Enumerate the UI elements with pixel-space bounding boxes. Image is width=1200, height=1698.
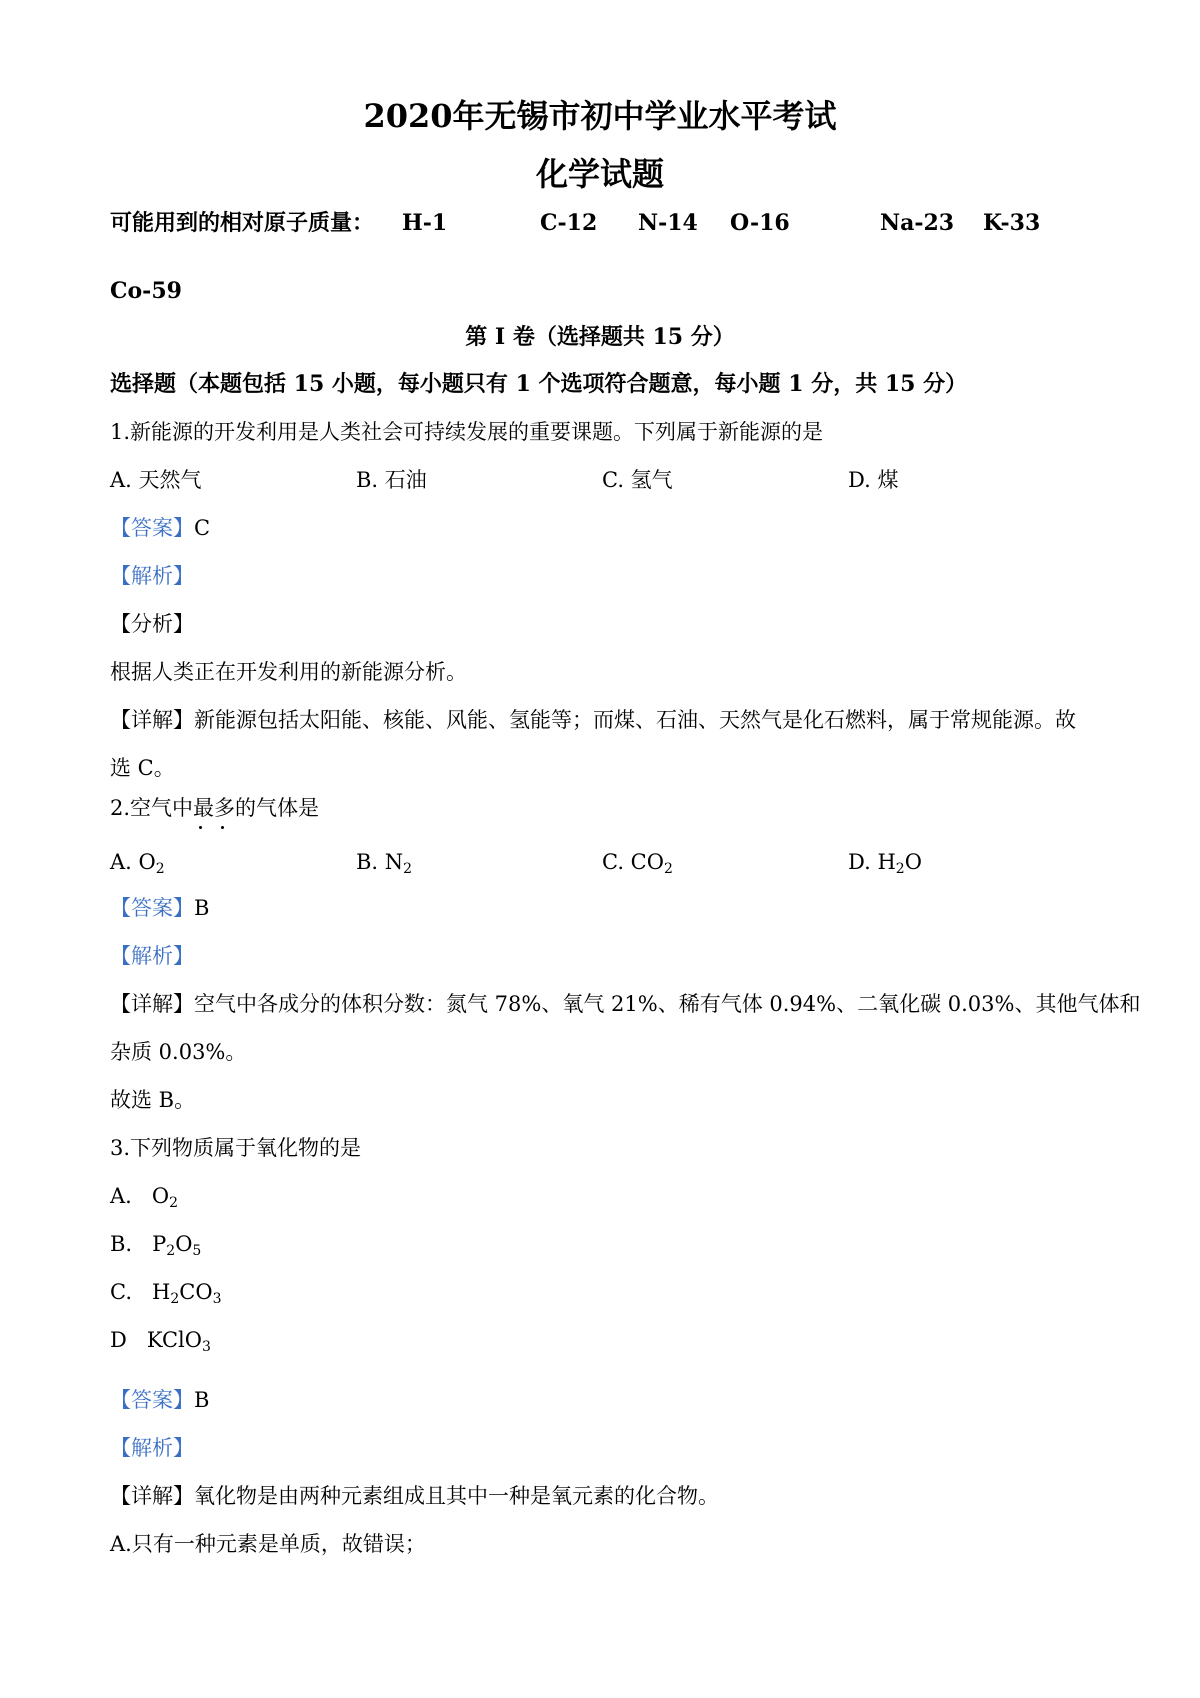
question-1-option-a: A. 天然气 [110, 468, 202, 492]
question-1-answer [110, 514, 210, 542]
atomic-mass-item: Na-23 [880, 210, 955, 236]
question-1-fenxi: 根据人类正在开发利用的新能源分析。 [110, 660, 467, 684]
atomic-mass-item: C-12 [540, 210, 598, 236]
answer-value: B [194, 896, 210, 920]
analysis-tag: 【解析】 [110, 1436, 194, 1460]
question-3-option-d: D KClO$_3$ [110, 1328, 211, 1355]
question-2-option-c: C. $CO_2$ [602, 850, 673, 877]
answer-value: B [194, 1388, 210, 1412]
question-2-conclusion: 故选 B。 [110, 1088, 196, 1112]
question-3-stem: 3.下列物质属于氧化物的是 [110, 1136, 362, 1160]
emphasis-dot [199, 826, 202, 829]
atomic-mass-item: N-14 [638, 210, 698, 236]
question-2-detail [110, 990, 1140, 1018]
section-heading: 第 I 卷（选择题共 15 分） [465, 324, 735, 350]
question-1-detail [110, 706, 1076, 734]
question-2-option-a: A. $O_2$ [110, 850, 165, 877]
atomic-mass-item: O-16 [730, 210, 790, 236]
atomic-mass-item: Co-59 [110, 278, 182, 304]
question-2-option-b: B. $N_2$ [356, 850, 413, 877]
detail-tag: 【详解】 [110, 1484, 194, 1508]
question-2-detail-cont: 杂质 0.03%。 [110, 1040, 247, 1064]
atomic-mass-item: K-33 [983, 210, 1041, 236]
detail-tag: 【详解】 [110, 708, 194, 732]
detail-text: 新能源包括太阳能、核能、风能、氢能等；而煤、石油、天然气是化石燃料，属于常规能源。故 [194, 708, 1076, 732]
question-3-option-a: A. $O_2$ [110, 1184, 179, 1211]
detail-tag: 【详解】 [110, 992, 194, 1016]
question-1-option-c: C. 氢气 [602, 468, 673, 492]
section-instructions: 选择题（本题包括 15 小题，每小题只有 1 个选项符合题意，每小题 1 分，共 15 分） [110, 371, 968, 397]
question-1-stem: 1.新能源的开发利用是人类社会可持续发展的重要课题。下列属于新能源的是 [110, 420, 824, 444]
analysis-tag: 【解析】 [110, 944, 194, 968]
question-3-line-a: A.只有一种元素是单质，故错误； [110, 1532, 426, 1556]
question-2-option-d: D. $H_2O$ [848, 850, 922, 877]
question-2-answer [110, 894, 209, 922]
question-3-option-b: B. $P_2O_5$ [110, 1232, 202, 1259]
question-1-option-b: B. 石油 [356, 468, 427, 492]
question-3-option-c: C. $H_2CO_3$ [110, 1280, 222, 1307]
emphasis-dot [221, 826, 224, 829]
question-1-option-d: D. 煤 [848, 468, 899, 492]
answer-tag: 【答案】 [110, 896, 194, 920]
question-3-answer [110, 1386, 209, 1414]
answer-value: C [194, 516, 211, 540]
page-title: 2020年无锡市初中学业水平考试 [363, 97, 837, 135]
answer-tag: 【答案】 [110, 1388, 194, 1412]
detail-text: 空气中各成分的体积分数：氮气 78%、氧气 21%、稀有气体 0.94%、二氧化碳 0.03%、其他气体和 [194, 992, 1141, 1016]
question-2-stem: 2.空气中最多的气体是 [110, 796, 320, 820]
question-3-detail [110, 1482, 719, 1510]
question-1-detail-cont: 选 C。 [110, 756, 175, 780]
answer-tag: 【答案】 [110, 516, 194, 540]
atomic-mass-item: H-1 [402, 210, 448, 236]
page-subtitle: 化学试题 [535, 155, 664, 193]
analysis-tag: 【解析】 [110, 564, 194, 588]
atomic-mass-label: 可能用到的相对原子质量： [110, 210, 375, 236]
detail-text: 氧化物是由两种元素组成且其中一种是氧元素的化合物。 [194, 1484, 719, 1508]
fenxi-tag: 【分析】 [110, 612, 194, 636]
